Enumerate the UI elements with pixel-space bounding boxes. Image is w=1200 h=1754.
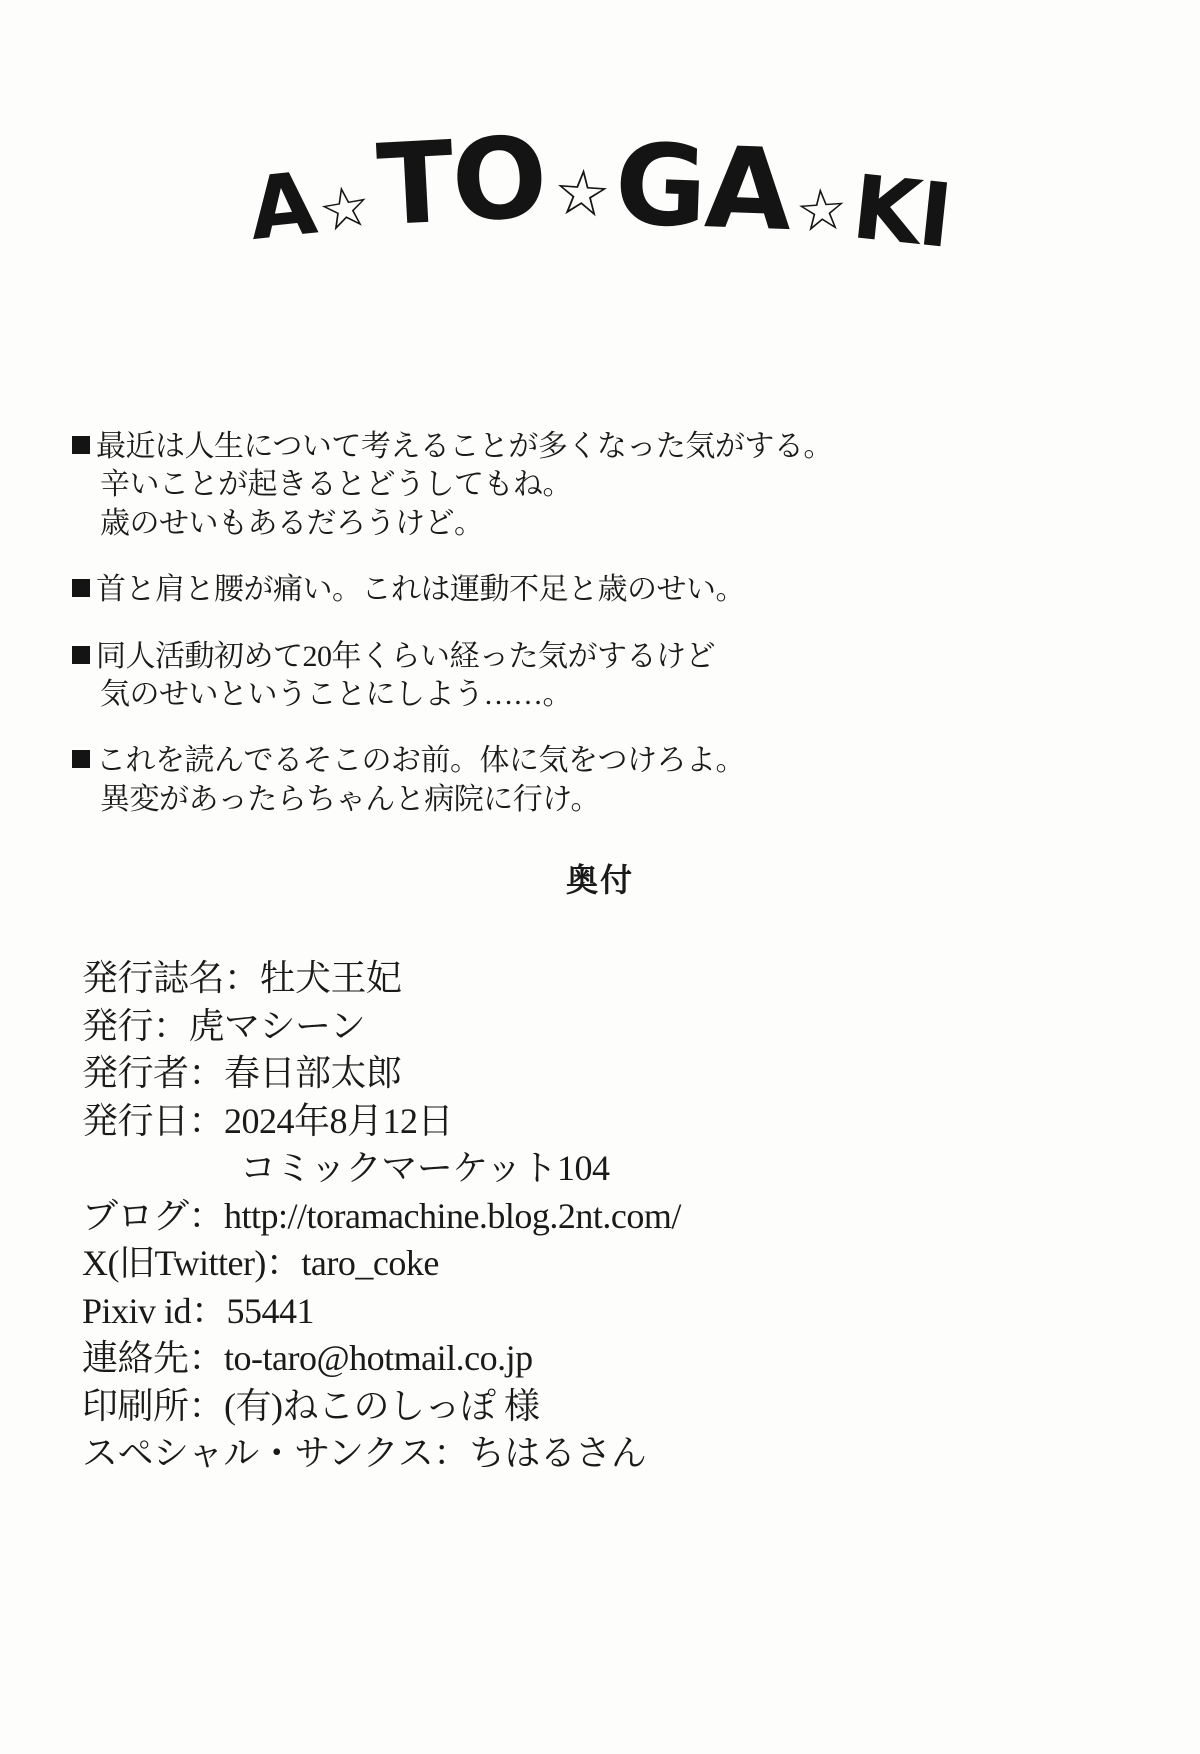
colophon-heading: 奥付 xyxy=(565,862,634,898)
note-line-1: 最近は人生について考えることが多くなった気がする。 xyxy=(96,430,833,463)
note-item xyxy=(72,428,1072,543)
page-title xyxy=(0,112,1200,268)
colophon-title: 発行誌名：牡犬王妃 xyxy=(82,958,402,998)
colophon-author: 発行者：春日部太郎 xyxy=(82,1053,402,1094)
note-item xyxy=(72,571,1072,609)
colophon-date: 発行日：2024年8月12日 xyxy=(82,1100,454,1141)
afterword-notes xyxy=(72,428,1072,847)
colophon-printer: 印刷所：(有)ねこのしっぽ 様 xyxy=(82,1385,540,1426)
square-bullet-icon xyxy=(72,579,90,597)
title-letter-to: TO xyxy=(374,112,549,252)
note-line-1: これを読んでるそこのお前。体に気をつけろよ。 xyxy=(96,744,745,778)
colophon-blog: ブログ：http://toramachine.blog.2nt.com/ xyxy=(82,1195,681,1236)
colophon-thanks: スペシャル・サンクス：ちはるさん xyxy=(82,1433,647,1474)
title-letter-a: A xyxy=(244,154,320,261)
note-line-3: 歳のせいもあるだろうけど。 xyxy=(100,506,484,540)
note-line-2: 気のせいということにしよう……。 xyxy=(100,677,572,711)
note-line-2: 異変があったらちゃんと病院に行け。 xyxy=(100,782,600,816)
colophon-twitter: X(旧Twitter)：taro_coke xyxy=(82,1243,439,1284)
title-letter-ki: KI xyxy=(847,154,955,268)
note-line-1: 首と肩と腰が痛い。これは運動不足と歳のせい。 xyxy=(96,573,745,607)
star-icon-2: ☆ xyxy=(550,156,613,232)
square-bullet-icon xyxy=(72,436,90,454)
title-row xyxy=(244,112,955,268)
colophon-contact: 連絡先：to-taro@hotmail.co.jp xyxy=(82,1338,533,1379)
note-line-2: 辛いことが起きるとどうしてもね。 xyxy=(100,468,572,502)
star-icon-3: ☆ xyxy=(793,175,850,245)
note-line-1: 同人活動初めて20年くらい経った気がするけど xyxy=(96,639,715,673)
square-bullet-icon xyxy=(72,750,90,768)
note-item xyxy=(72,638,1072,715)
star-icon-1: ☆ xyxy=(313,171,377,245)
colophon-circle: 発行：虎マシーン xyxy=(82,1005,366,1046)
colophon-pixiv-id: Pixiv id：55441 xyxy=(82,1290,315,1331)
note-item xyxy=(72,742,1072,819)
colophon-event: コミックマーケット104 xyxy=(240,1148,610,1189)
title-letter-ga: GA xyxy=(612,119,792,257)
colophon-block xyxy=(82,955,1122,1478)
square-bullet-icon xyxy=(72,646,90,664)
